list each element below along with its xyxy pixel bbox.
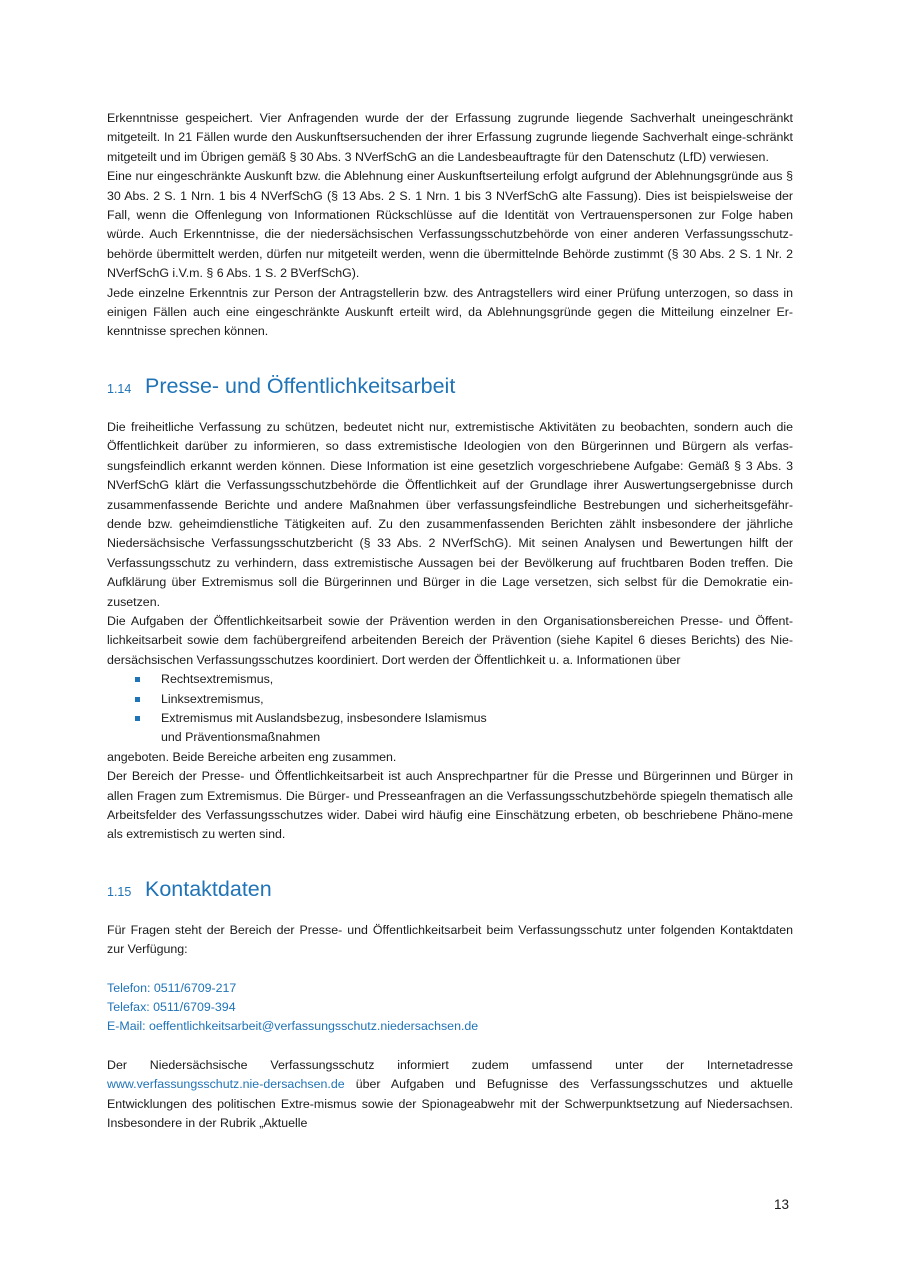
section-title: Presse- und Öffentlichkeitsarbeit	[145, 373, 456, 398]
section-heading-1-14	[107, 374, 793, 399]
section-1-15-paragraph-2: Der Niedersächsische Verfassungsschutz informiert zudem umfassend unter der Internetadresse www.verfassungsschutz.nie-dersachsen.de über Aufgaben und Befugnisse des Verfassungsschutzes und aktuelle Entwicklungen des politischen Extre-mismus sowie der Spionageabwehr mit der Schwerpunktsetzung auf Niedersachsen. Insbesondere in der Rubrik „Aktuelle	[107, 1057, 793, 1131]
section-number: 1.14	[107, 381, 132, 396]
bullet-icon	[135, 716, 140, 721]
document-page	[107, 109, 793, 1133]
website-link[interactable]: www.verfassungsschutz.nie-dersachsen.de	[107, 1077, 345, 1092]
contact-block	[107, 979, 793, 1037]
list-continuation: und Präventionsmaßnahmen	[161, 730, 321, 745]
intro-paragraph-3: Jede einzelne Erkenntnis zur Person der Antragstellerin bzw. des Antragstellers wird einer Prüfung unterzogen, so dass in einigen Fällen auch eine eingeschränkte Auskunft erteilt wird, da Ablehnungsgründe gegen die Mitteilung einzelner Er-kenntnisse sprechen können.	[107, 285, 793, 339]
fax-number[interactable]: Telefax: 0511/6709-394	[107, 1000, 236, 1015]
section-number: 1.15	[107, 884, 132, 899]
section-1-14-paragraph-4: Der Bereich der Presse- und Öffentlichkeitsarbeit ist auch Ansprechpartner für die Presse und Bürgerinnen und Bürger in allen Fragen zum Extremismus. Die Bürger- und Presseanfragen an die Verfassungsschutzbehörde spiegeln thematisch alle Arbeitsfelder des Verfassungsschutzes wider. Dabei wird häufig eine Einschätzung erbeten, ob beschriebene Phäno-mene als extremistisch zu werten sind.	[107, 769, 793, 842]
section-1-15-paragraph-1: Für Fragen steht der Bereich der Presse- und Öffentlichkeitsarbeit beim Verfassungsschutz unter folgenden Kontaktdaten zur Verfügung:	[107, 922, 793, 957]
section-1-14-paragraph-1: Die freiheitliche Verfassung zu schützen, bedeutet nicht nur, extremistische Aktivitäten zu beobachten, sondern auch die Öffentlichkeit darüber zu informieren, so dass extremistische Ideologien von den Bürgerinnen und Bürgern als verfas-sungsfeindlich erkannt werden können. Diese Information ist eine gesetzlich vorgeschriebene Aufgabe: Gemäß § 3 Abs. 3 NVerfSchG klärt die Verfassungsschutzbehörde die Öffentlichkeit auf der Grundlage ihrer Auswertungsergebnisse durch zusammenfassende Berichte und andere Maßnahmen über verfassungsfeindliche Bestrebungen und sicherheitsgefähr-dende bzw. geheimdienstliche Tätigkeiten auf. Zu den zusammenfassenden Berichten zählt insbesondere der jährliche Niedersächsische Verfassungsschutzbericht (§ 33 Abs. 2 NVerfSchG). Mit seinen Analysen und Bewertungen hilft der Verfassungsschutz zu verhindern, dass extremistische Aussagen bei der Bevölkerung auf fruchtbaren Boden treffen. Die Aufklärung über Extremismus soll die Bürgerinnen und Bürger in die Lage versetzen, sich selbst für die Demokratie ein-zusetzen.	[107, 419, 793, 609]
bullet-icon	[135, 697, 140, 702]
email-link[interactable]: E-Mail: oeffentlichkeitsarbeit@verfassungsschutz.niedersachsen.de	[107, 1019, 479, 1034]
list-item: Rechtsextremismus,	[107, 670, 793, 689]
list-item: Linksextremismus,	[107, 690, 793, 709]
phone-number[interactable]: Telefon: 0511/6709-217	[107, 980, 237, 995]
section-1-14-paragraph-2: Die Aufgaben der Öffentlichkeitsarbeit sowie der Prävention werden in den Organisationsbereichen Presse- und Öffent-lichkeitsarbeit sowie dem fachübergreifend arbeitenden Bereich der Prävention (siehe Kapitel 6 dieses Berichts) des Nie-dersächsischen Verfassungsschutzes koordiniert. Dort werden der Öffentlichkeit u. a. Informationen über	[107, 613, 793, 667]
topics-list	[107, 670, 793, 728]
intro-paragraph-2: Eine nur eingeschränkte Auskunft bzw. die Ablehnung einer Auskunftserteilung erfolgt aufgrund der Ablehnungsgründe aus § 30 Abs. 2 S. 1 Nrn. 1 bis 4 NVerfSchG (§ 13 Abs. 2 S. 1 Nrn. 1 bis 3 NVerfSchG alte Fassung). Dies ist beispielsweise der Fall, wenn die Offenlegung von Informationen Rückschlüsse auf die Identität von Vertrauenspersonen zur Folge haben würde. Auch Erkenntnisse, die der niedersächsischen Verfassungsschutzbehörde von einer anderen Verfassungsschutz-behörde übermittelt werden, dürfen nur mitgeteilt werden, wenn die übermittelnde Behörde zustimmt (§ 30 Abs. 2 S. 1 Nr. 2 NVerfSchG i.V.m. § 6 Abs. 1 S. 2 BVerfSchG).	[107, 169, 793, 281]
bullet-icon	[135, 677, 140, 682]
section-1-14-paragraph-3: angeboten. Beide Bereiche arbeiten eng zusammen.	[107, 749, 397, 764]
section-title: Kontaktdaten	[145, 876, 272, 901]
section-heading-1-15	[107, 877, 793, 902]
intro-paragraph-1: Erkenntnisse gespeichert. Vier Anfragenden wurde der der Erfassung zugrunde liegende Sachverhalt uneingeschränkt mitgeteilt. In 21 Fällen wurde den Auskunftsersuchenden der ihrer Erfassung zugrunde liegende Sachverhalt einge-schränkt mitgeteilt und im Übrigen gemäß § 30 Abs. 3 NVerfSchG an die Landesbeauftragte für den Datenschutz (LfD) verwiesen.	[107, 111, 793, 164]
page-number: 13	[774, 1197, 790, 1212]
list-item: Extremismus mit Auslandsbezug, insbesondere Islamismus	[107, 709, 793, 728]
